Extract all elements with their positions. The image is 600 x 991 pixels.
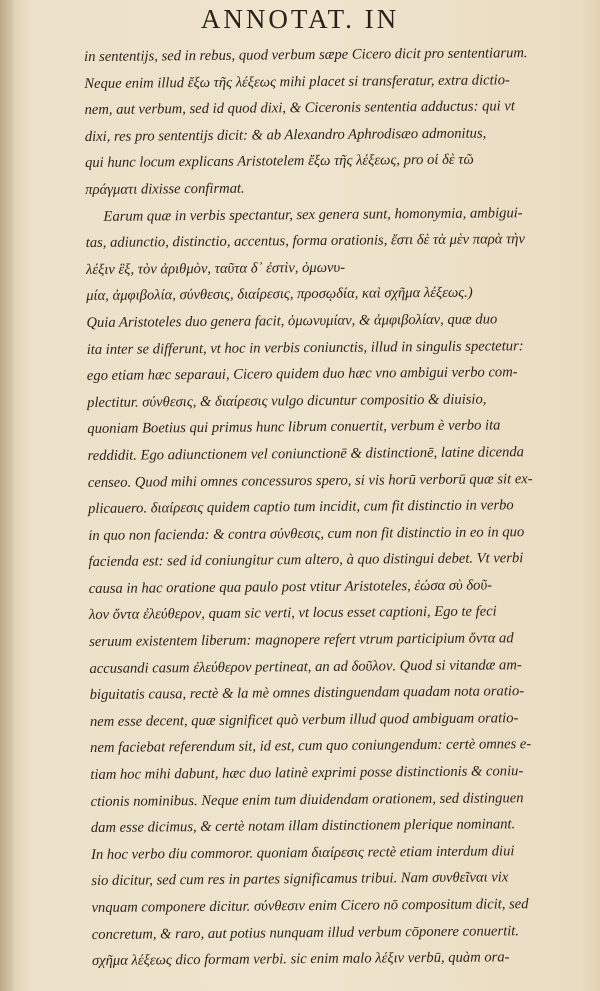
text-line: plicauero. διαίρεσις quidem captio tum incidit, cum fit distinctio in verbo (87, 497, 514, 518)
text-line: λον ὄντα ἐλεύθερον, quam sic verti, vt locus esset captioni, Ego te feci (88, 603, 497, 624)
text-line: dixi, res pro sententijs dicit: & ab Alexandro Aphrodisæo admonitus, (84, 125, 487, 145)
text-line: sio dicitur, sed cum res in partes significamus tribui. Nam συνθεῖναι vix (91, 869, 509, 890)
text-line: in quo non facienda: & contra σύνθεσις, cum non fit distinctio in eo in quo (88, 523, 525, 544)
body-text (84, 40, 580, 975)
text-line: censeo. Quod mihi omnes concessuros spero, si vis horū verborū quæ sit ex- (87, 470, 533, 491)
text-line: reddidit. Ego adiunctionem vel coniunctionē & distinctionē, latine dicenda (87, 444, 525, 464)
text-line: Earum quæ in verbis spectantur, sex genera sunt, homonymia, ambigui- (103, 204, 523, 225)
text-line: dam esse dicimus, & certè notam illam distinctionem plerique nominant. (90, 816, 516, 837)
text-line: nem faciebat referendum sit, id est, cum quo coniungendum: certè omnes e- (90, 736, 532, 757)
text-line: accusandi casum ἐλεύθερον pertineat, an ad δοῦλον. Quod si vitandæ am- (89, 656, 522, 677)
text-line: qui hunc locum explicans Aristotelem ἔξω τῆς λέξεως, pro οἱ δὲ τῶ (84, 151, 474, 172)
page-gutter-shadow (0, 0, 14, 991)
text-line: tas, adiunctio, distinctio, accentus, forma orationis, ἔστι δὲ τὰ μὲν παρὰ τὴν (85, 231, 526, 252)
text-line: Quia Aristoteles duo genera facit, ὁμωνυμίαν, & ἀμφιβολίαν, quæ duo (86, 311, 498, 331)
text-line: λέξιν ἓξ, τὸν ἀριθμὸν, ταῦτα δ᾽ ἐστὶν, ὁμωνυ- (85, 259, 346, 278)
text-line: biguitatis causa, rectè & la mè omnes distinguendam quadam nota oratio- (89, 683, 525, 704)
text-line: nem esse decent, quæ significet quò verbum illud quod ambiguam oratio- (89, 710, 519, 730)
text-line: ctionis nominibus. Neque enim tum diuidendam orationem, sed distinguen (90, 789, 524, 810)
text-line: quoniam Boetius qui primus hunc librum conuertit, verbum è verbo ita (87, 417, 501, 438)
text-line: Neque enim illud ἔξω τῆς λέξεως mihi placet si transferatur, extra dictio- (84, 71, 510, 92)
text-line: vnquam componere dicitur. σύνθεσιν enim Cicero nō compositum dicit, sed (91, 896, 529, 916)
text-line: in sententijs, sed in rebus, quod verbum sæpe Cicero dicit pro sententiarum. (84, 45, 528, 65)
text-line: ita inter se differunt, vt hoc in verbis coniunctis, illud in singulis spectetur: (86, 337, 524, 358)
text-line: facienda est: sed id coniungitur cum altero, à quo distingui debet. Vt verbi (88, 550, 524, 571)
text-line: plectitur. σύνθεσις, & διαίρεσις vulgo dicuntur compositio & diuisio, (87, 391, 487, 411)
text-line: nem, aut verbum, sed id quod dixi, & Ciceronis sententia adductus: qui vt (84, 98, 515, 119)
text-line: tiam hoc mihi dabunt, hæc duo latinè exprimi posse distinctionis & coniu- (90, 763, 524, 784)
text-line: μία, ἀμφιβολία, σύνθεσις, διαίρεσις, προσῳδία, καὶ σχῆμα λέξεως.) (86, 284, 473, 305)
text-line: seruum existentem liberum: magnopere refert vtrum participium ὄντα ad (89, 630, 514, 651)
running-head: ANNOTAT. IN (200, 4, 400, 34)
text-line: σχῆμα λέξεως dico formam verbi. sic enim malo λέξιν verbū, quàm ora- (91, 949, 510, 970)
text-line: ego etiam hæc separaui, Cicero quidem duo hæc vno ambigui verbo com- (86, 364, 518, 385)
text-line: causa in hac oratione qua paulo post vtitur Aristoteles, ἐώσα σὺ δοῦ- (88, 577, 493, 597)
text-line: In hoc verbo diu commoror. quoniam διαίρεσις rectè etiam interdum diui (91, 843, 515, 863)
text-line: πράγματι dixisse confirmat. (85, 180, 245, 198)
text-line: concretum, & raro, aut potius nunquam illud verbum cōponere conuertit. (91, 922, 520, 943)
